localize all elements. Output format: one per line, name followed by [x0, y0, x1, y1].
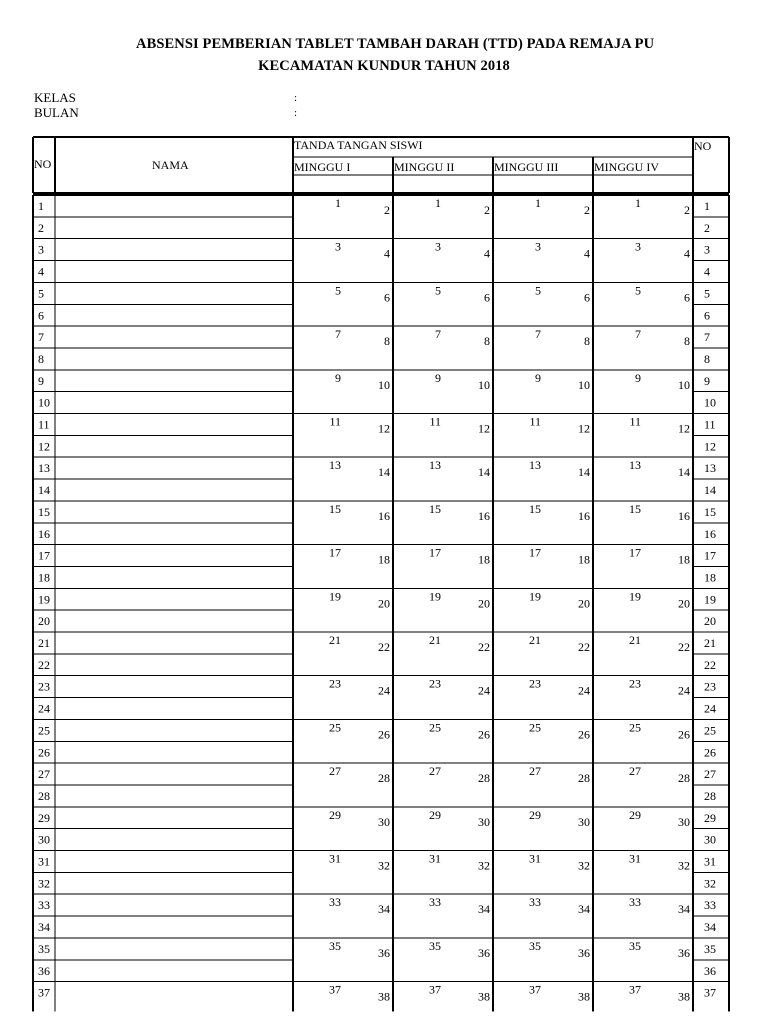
row-number-left: 24	[38, 701, 50, 716]
row-number-left: 3	[38, 242, 44, 257]
row-number-right: 3	[704, 242, 710, 257]
signature-number-odd: 11	[429, 414, 441, 429]
signature-number-odd: 35	[529, 938, 541, 953]
signature-number-odd: 15	[329, 501, 341, 516]
row-number-left: 36	[38, 963, 50, 978]
signature-number-even: 2	[584, 203, 590, 217]
signature-number-even: 4	[584, 246, 590, 261]
row-number-left: 20	[38, 614, 50, 629]
signature-number-odd: 35	[429, 938, 441, 953]
signature-number-even: 20	[578, 596, 590, 611]
signature-number-odd: 11	[329, 414, 341, 429]
signature-number-even: 8	[484, 334, 490, 349]
signature-number-odd: 17	[529, 545, 541, 560]
signature-number-even: 16	[678, 508, 690, 523]
signature-number-even: 14	[578, 465, 590, 480]
header-week-4: MINGGU IV	[594, 160, 659, 174]
header-week-3: MINGGU III	[494, 160, 559, 174]
signature-number-even: 16	[478, 508, 490, 523]
signature-number-odd: 13	[629, 458, 641, 473]
signature-number-even: 12	[678, 421, 690, 436]
signature-number-odd: 19	[529, 589, 541, 604]
signature-number-odd: 3	[535, 239, 541, 254]
signature-number-even: 12	[578, 421, 590, 436]
row-number-right: 30	[704, 832, 716, 847]
row-number-left: 1	[38, 199, 44, 213]
signature-number-even: 34	[378, 902, 390, 917]
row-number-left: 11	[38, 417, 50, 432]
row-number-right: 5	[704, 286, 710, 301]
signature-number-odd: 3	[435, 239, 441, 254]
signature-number-even: 18	[578, 552, 590, 567]
signature-number-even: 22	[678, 640, 690, 654]
signature-number-odd: 1	[535, 196, 541, 210]
signature-number-even: 14	[678, 465, 690, 480]
row-number-right: 22	[704, 657, 716, 672]
signature-number-even: 28	[678, 771, 690, 786]
row-number-right: 16	[704, 526, 716, 541]
row-number-left: 9	[38, 373, 44, 388]
signature-number-even: 4	[384, 246, 390, 261]
row-number-left: 26	[38, 745, 50, 760]
signature-number-even: 30	[378, 814, 390, 829]
row-number-right: 19	[704, 592, 716, 607]
signature-number-even: 18	[478, 552, 490, 567]
signature-number-odd: 29	[529, 807, 541, 822]
row-number-right: 1	[704, 199, 710, 213]
signature-number-even: 8	[584, 334, 590, 349]
table-grid	[33, 137, 729, 1011]
signature-number-odd: 31	[529, 851, 541, 866]
kelas-label: KELAS	[34, 90, 76, 105]
row-number-left: 12	[38, 439, 50, 454]
row-number-right: 12	[704, 439, 716, 454]
signature-number-even: 30	[678, 814, 690, 829]
signature-number-odd: 29	[329, 807, 341, 822]
signature-number-even: 36	[578, 945, 590, 960]
row-number-left: 34	[38, 920, 50, 935]
row-number-left: 8	[38, 351, 44, 366]
signature-number-even: 26	[678, 727, 690, 742]
signature-number-odd: 13	[429, 458, 441, 473]
signature-number-even: 36	[478, 945, 490, 960]
signature-number-even: 22	[578, 640, 590, 654]
signature-number-even: 6	[384, 290, 390, 305]
signature-number-even: 18	[678, 552, 690, 567]
row-number-right: 35	[704, 941, 716, 956]
row-number-left: 21	[38, 636, 50, 650]
signature-number-odd: 21	[529, 633, 541, 647]
row-number-left: 32	[38, 876, 50, 891]
signature-number-even: 14	[478, 465, 490, 480]
header-no-right: NO	[694, 139, 712, 153]
row-number-right: 18	[704, 570, 716, 585]
signature-number-odd: 1	[435, 196, 441, 210]
signature-number-even: 36	[678, 945, 690, 960]
row-number-right: 9	[704, 373, 710, 388]
signature-number-even: 10	[378, 377, 390, 392]
signature-number-odd: 1	[335, 196, 341, 210]
signature-number-even: 2	[684, 203, 690, 217]
signature-number-even: 10	[578, 377, 590, 392]
signature-number-odd: 9	[335, 370, 341, 385]
row-number-left: 22	[38, 657, 50, 672]
row-number-left: 13	[38, 461, 50, 476]
signature-number-even: 16	[578, 508, 590, 523]
row-number-right: 8	[704, 351, 710, 366]
signature-number-odd: 5	[335, 283, 341, 298]
row-number-left: 14	[38, 483, 50, 498]
row-number-right: 7	[704, 330, 710, 345]
document-title-line2: KECAMATAN KUNDUR TAHUN 2018	[258, 58, 510, 74]
signature-number-odd: 15	[529, 501, 541, 516]
signature-number-odd: 19	[329, 589, 341, 604]
signature-number-odd: 27	[529, 764, 541, 779]
row-number-right: 28	[704, 788, 716, 803]
bulan-colon: :	[294, 107, 298, 119]
row-number-left: 35	[38, 941, 50, 956]
signature-number-even: 6	[584, 290, 590, 305]
row-number-left: 5	[38, 286, 44, 301]
document-title-line1: ABSENSI PEMBERIAN TABLET TAMBAH DARAH (TTD) PADA REMAJA PU	[136, 36, 655, 52]
row-number-left: 18	[38, 570, 50, 585]
signature-number-even: 24	[478, 683, 490, 698]
row-number-right: 37	[704, 985, 716, 1000]
signature-number-odd: 31	[629, 851, 641, 866]
signature-number-odd: 13	[329, 458, 341, 473]
row-number-left: 2	[38, 220, 44, 235]
signature-number-odd: 21	[629, 633, 641, 647]
signature-number-odd: 7	[435, 327, 441, 342]
signature-number-odd: 25	[429, 720, 441, 735]
signature-number-even: 38	[378, 989, 390, 1004]
row-number-left: 33	[38, 898, 50, 913]
signature-number-even: 18	[378, 552, 390, 567]
signature-number-even: 24	[678, 683, 690, 698]
row-number-left: 30	[38, 832, 50, 847]
header-week-1: MINGGU I	[294, 160, 351, 174]
signature-number-even: 4	[484, 246, 490, 261]
signature-number-even: 14	[378, 465, 390, 480]
row-number-right: 14	[704, 483, 716, 498]
signature-number-even: 4	[684, 246, 690, 261]
table-header	[34, 138, 712, 174]
row-number-right: 6	[704, 308, 710, 323]
row-number-right: 23	[704, 679, 716, 694]
signature-number-odd: 13	[529, 458, 541, 473]
signature-number-even: 38	[478, 989, 490, 1004]
signature-number-odd: 23	[429, 676, 441, 691]
signature-number-even: 28	[378, 771, 390, 786]
header-no-left: NO	[34, 157, 52, 171]
row-number-right: 17	[704, 548, 716, 563]
signature-number-even: 30	[578, 814, 590, 829]
signature-number-even: 28	[478, 771, 490, 786]
signature-number-even: 38	[578, 989, 590, 1004]
row-number-left: 28	[38, 788, 50, 803]
signature-number-odd: 3	[635, 239, 641, 254]
signature-number-odd: 33	[629, 895, 641, 910]
signature-number-odd: 19	[429, 589, 441, 604]
signature-number-even: 28	[578, 771, 590, 786]
signature-number-odd: 19	[629, 589, 641, 604]
row-number-right: 25	[704, 723, 716, 738]
signature-number-odd: 25	[629, 720, 641, 735]
row-number-right: 4	[704, 264, 710, 279]
row-number-right: 11	[704, 417, 716, 432]
signature-number-odd: 9	[435, 370, 441, 385]
row-number-right: 13	[704, 461, 716, 476]
signature-number-even: 32	[678, 858, 690, 873]
signature-number-even: 10	[678, 377, 690, 392]
signature-number-even: 22	[378, 640, 390, 654]
row-number-right: 26	[704, 745, 716, 760]
row-number-right: 15	[704, 504, 716, 519]
signature-number-even: 24	[378, 683, 390, 698]
row-number-right: 21	[704, 636, 716, 650]
signature-number-odd: 37	[429, 982, 441, 997]
signature-number-even: 32	[378, 858, 390, 873]
signature-number-even: 16	[378, 508, 390, 523]
signature-number-even: 20	[378, 596, 390, 611]
row-number-left: 25	[38, 723, 50, 738]
row-number-left: 7	[38, 330, 44, 345]
signature-number-odd: 25	[329, 720, 341, 735]
signature-number-odd: 31	[329, 851, 341, 866]
signature-number-odd: 33	[529, 895, 541, 910]
row-number-left: 16	[38, 526, 50, 541]
row-number-right: 24	[704, 701, 716, 716]
signature-number-odd: 5	[435, 283, 441, 298]
signature-number-odd: 37	[529, 982, 541, 997]
signature-number-odd: 7	[635, 327, 641, 342]
header-week-2: MINGGU II	[394, 160, 455, 174]
signature-number-odd: 15	[429, 501, 441, 516]
row-number-left: 17	[38, 548, 50, 563]
row-number-left: 15	[38, 504, 50, 519]
signature-number-odd: 7	[335, 327, 341, 342]
row-number-left: 6	[38, 308, 44, 323]
signature-number-odd: 5	[535, 283, 541, 298]
row-number-left: 10	[38, 395, 50, 410]
signature-number-odd: 15	[629, 501, 641, 516]
header-signature-group: TANDA TANGAN SISWI	[294, 138, 423, 152]
signature-number-odd: 17	[629, 545, 641, 560]
signature-number-even: 34	[678, 902, 690, 917]
signature-number-odd: 9	[535, 370, 541, 385]
signature-number-even: 34	[578, 902, 590, 917]
row-number-right: 2	[704, 220, 710, 235]
row-number-right: 20	[704, 614, 716, 629]
signature-number-even: 6	[684, 290, 690, 305]
row-number-left: 37	[38, 985, 50, 1000]
signature-number-odd: 3	[335, 239, 341, 254]
row-number-right: 29	[704, 810, 716, 825]
signature-number-odd: 37	[629, 982, 641, 997]
row-number-right: 27	[704, 767, 716, 782]
signature-number-odd: 11	[529, 414, 541, 429]
signature-number-even: 24	[578, 683, 590, 698]
signature-number-odd: 27	[429, 764, 441, 779]
signature-number-even: 8	[384, 334, 390, 349]
signature-number-even: 26	[478, 727, 490, 742]
signature-number-odd: 11	[629, 414, 641, 429]
signature-number-odd: 33	[329, 895, 341, 910]
signature-number-odd: 23	[329, 676, 341, 691]
signature-number-even: 32	[478, 858, 490, 873]
signature-number-odd: 25	[529, 720, 541, 735]
signature-number-odd: 27	[629, 764, 641, 779]
signature-number-even: 38	[678, 989, 690, 1004]
signature-number-odd: 17	[329, 545, 341, 560]
signature-number-odd: 21	[429, 633, 441, 647]
signature-number-even: 2	[384, 203, 390, 217]
signature-number-even: 8	[684, 334, 690, 349]
signature-number-odd: 17	[429, 545, 441, 560]
signature-number-even: 2	[484, 203, 490, 217]
row-number-right: 33	[704, 898, 716, 913]
signature-number-even: 26	[578, 727, 590, 742]
signature-number-odd: 29	[429, 807, 441, 822]
row-number-left: 4	[38, 264, 44, 279]
signature-number-odd: 29	[629, 807, 641, 822]
signature-number-even: 12	[478, 421, 490, 436]
signature-number-even: 22	[478, 640, 490, 654]
row-number-right: 34	[704, 920, 716, 935]
signature-number-even: 36	[378, 945, 390, 960]
signature-number-even: 6	[484, 290, 490, 305]
signature-number-odd: 37	[329, 982, 341, 997]
bulan-label: BULAN	[34, 105, 79, 120]
header-nama: NAMA	[152, 158, 189, 172]
signature-number-even: 20	[478, 596, 490, 611]
signature-number-odd: 35	[629, 938, 641, 953]
row-number-left: 23	[38, 679, 50, 694]
signature-number-odd: 7	[535, 327, 541, 342]
kelas-colon: :	[294, 92, 298, 104]
signature-number-odd: 31	[429, 851, 441, 866]
row-number-right: 31	[704, 854, 716, 869]
signature-number-odd: 5	[635, 283, 641, 298]
signature-number-odd: 35	[329, 938, 341, 953]
row-number-left: 31	[38, 854, 50, 869]
signature-number-even: 10	[478, 377, 490, 392]
row-number-left: 27	[38, 767, 50, 782]
signature-number-even: 20	[678, 596, 690, 611]
signature-number-even: 34	[478, 902, 490, 917]
signature-number-even: 26	[378, 727, 390, 742]
row-number-left: 19	[38, 592, 50, 607]
signature-number-even: 30	[478, 814, 490, 829]
signature-number-even: 12	[378, 421, 390, 436]
signature-number-odd: 21	[329, 633, 341, 647]
signature-number-odd: 33	[429, 895, 441, 910]
row-number-right: 36	[704, 963, 716, 978]
signature-number-even: 32	[578, 858, 590, 873]
row-number-right: 32	[704, 876, 716, 891]
table-body	[38, 196, 716, 1004]
signature-number-odd: 27	[329, 764, 341, 779]
signature-number-odd: 9	[635, 370, 641, 385]
signature-number-odd: 1	[635, 196, 641, 210]
signature-number-odd: 23	[529, 676, 541, 691]
signature-number-odd: 23	[629, 676, 641, 691]
row-number-left: 29	[38, 810, 50, 825]
row-number-right: 10	[704, 395, 716, 410]
